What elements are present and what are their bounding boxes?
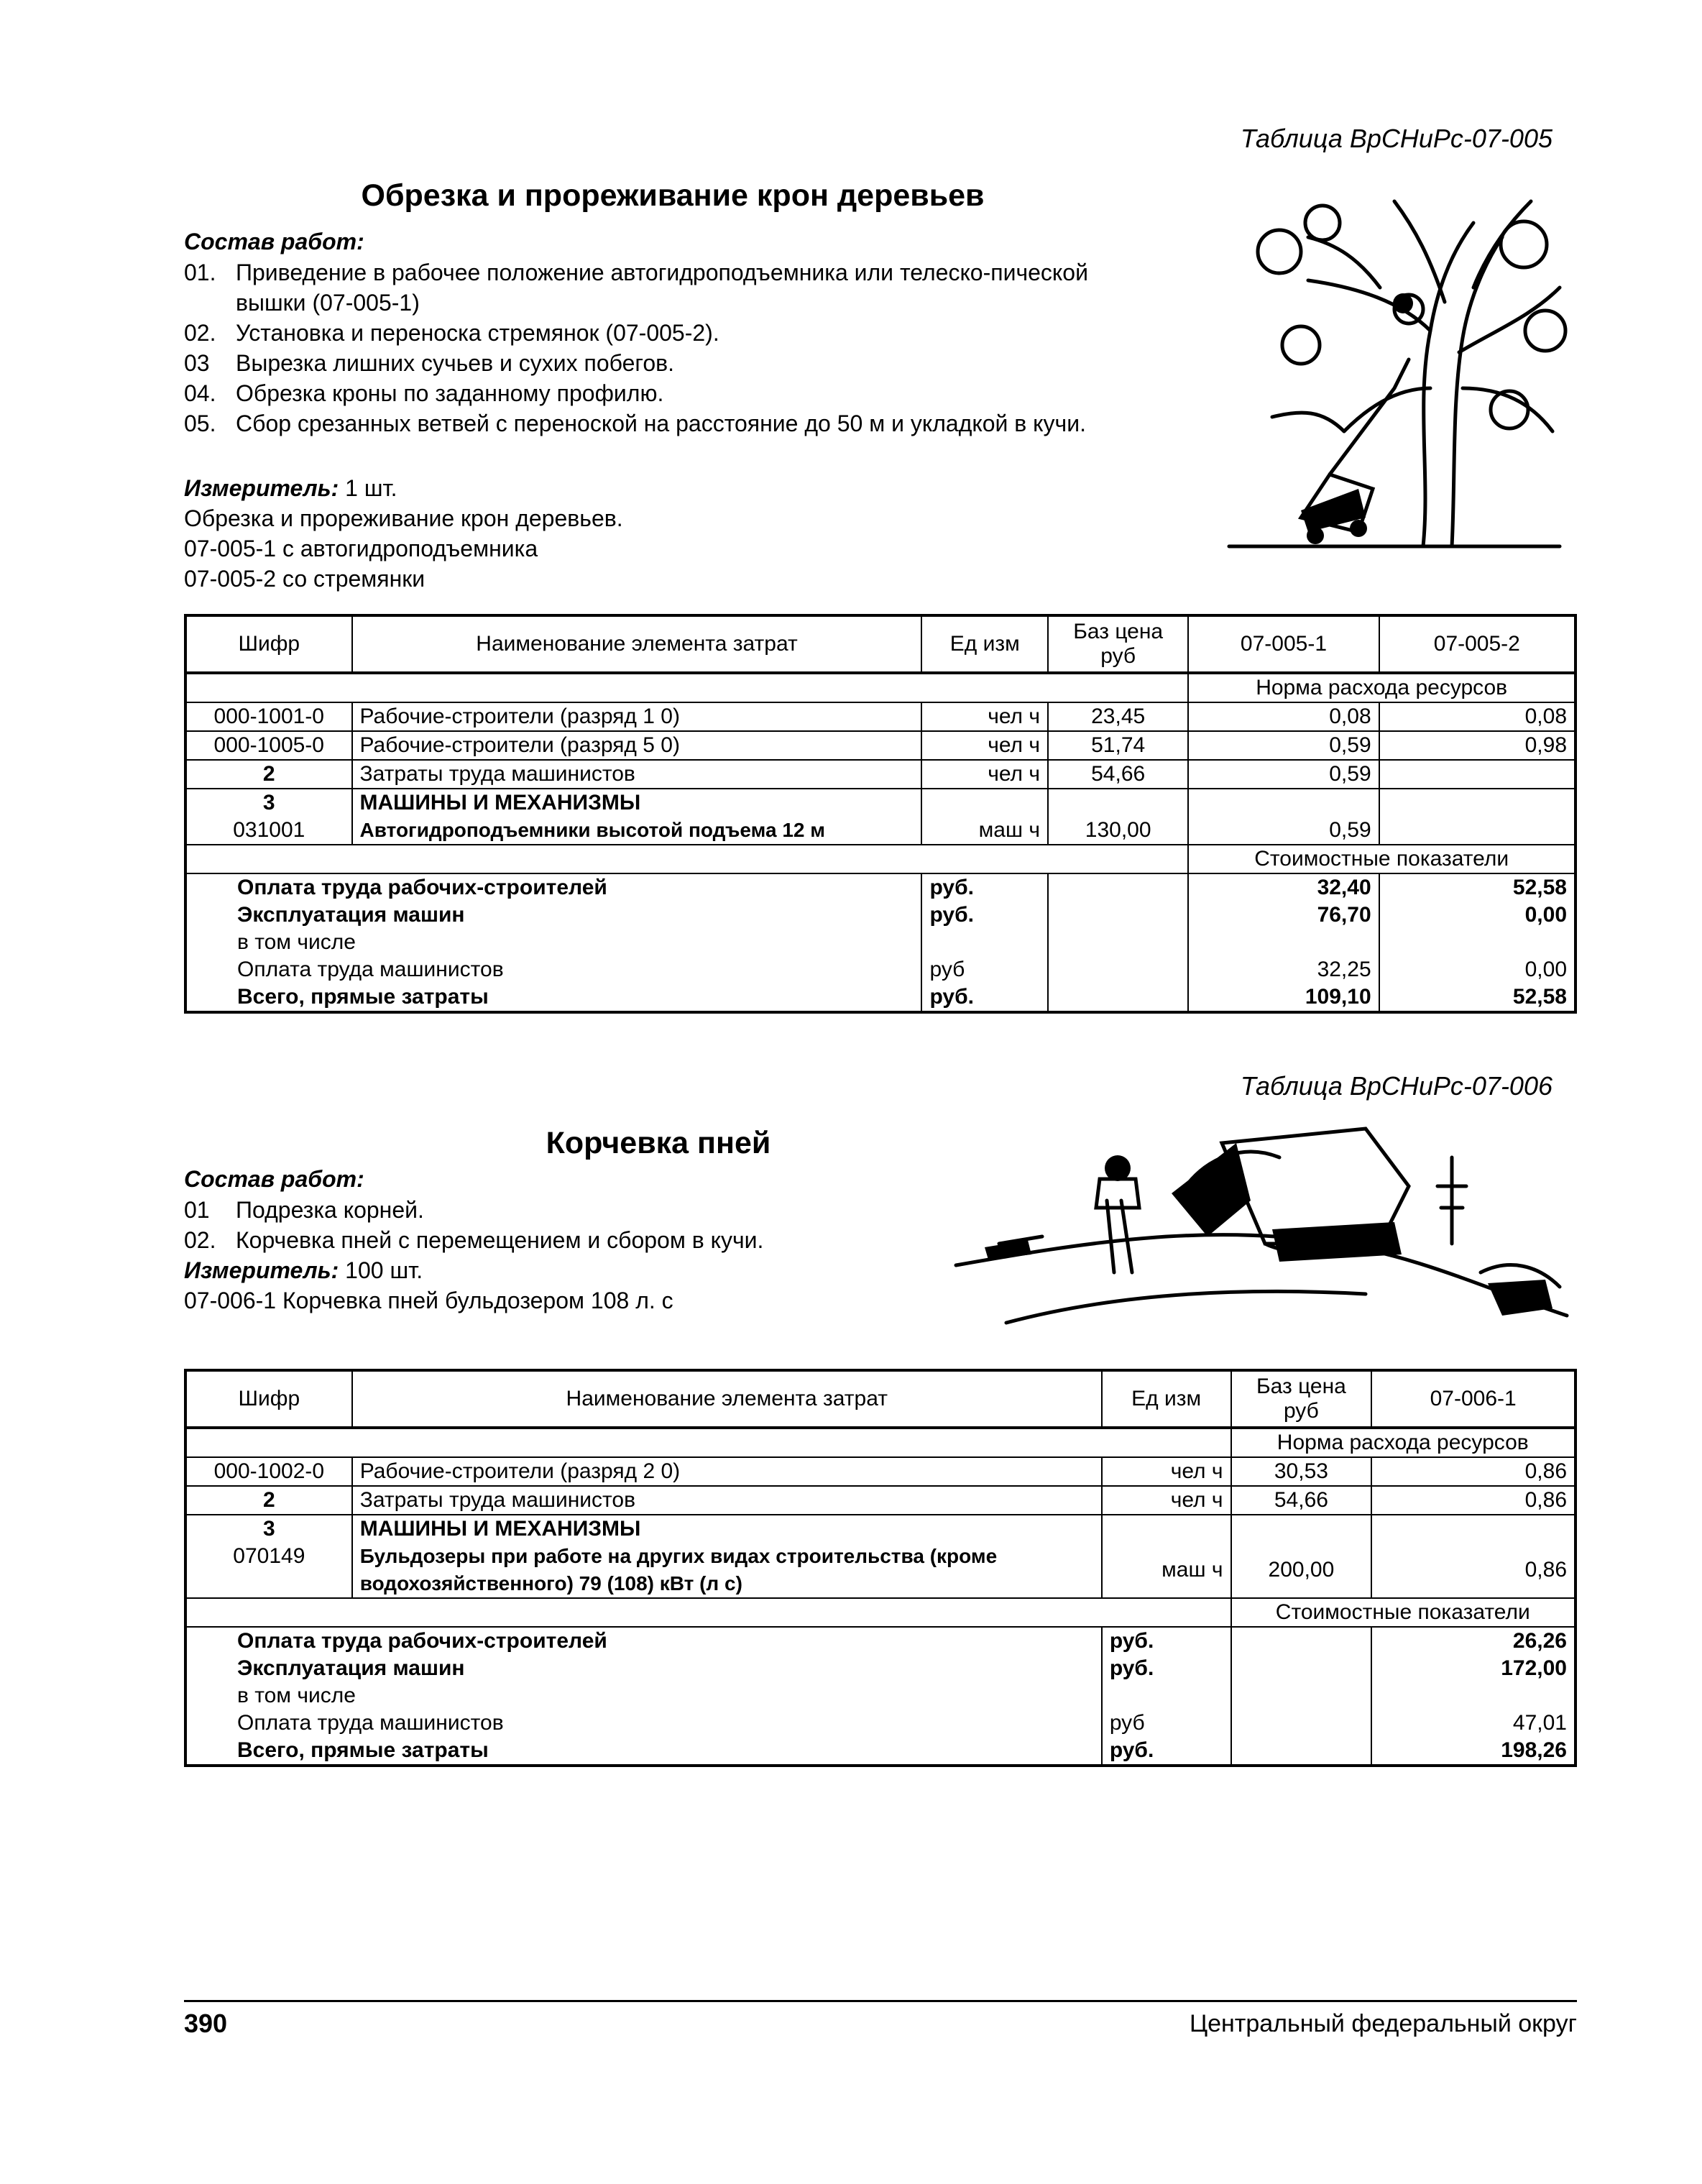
column-header: Ед изм [1102,1370,1231,1428]
list-item: 05. Сбор срезанных ветвей с переноской на расстояние до 50 м и укладкой в кучи. [184,410,1086,436]
list-item: 02. Корчевка пней с перемещением и сбором в кучи. [184,1227,764,1253]
table-row: Оплата труда рабочих-строителей руб. 26,26 [185,1627,1576,1655]
column-header: Ед изм [921,615,1048,673]
bulldozer-illustration [934,1100,1581,1344]
table-row: Всего, прямые затраты руб. 198,26 [185,1737,1576,1766]
meter-line [184,473,397,503]
column-header: 07-006-1 [1371,1370,1576,1428]
section-row [185,673,1576,702]
works-label: Состав работ: [184,229,364,254]
list-item: 03 Вырезка лишних сучьев и сухих побегов. [184,350,675,376]
table-caption: Таблица ВрСНиРс-07-005 [1240,124,1552,153]
norm-label: Норма расхода ресурсов [1188,673,1576,702]
works-list [184,1195,975,1255]
page-number: 390 [184,2009,228,2038]
section-title: Обрезка и прореживание крон деревьев [361,178,985,213]
meter-line [184,1255,423,1285]
section-row [185,1428,1576,1457]
tree-pruning-illustration [1215,173,1574,561]
table-row: 000-1005-0 Рабочие-строители (разряд 5 0) чел ч 51,74 0,59 0,98 [185,731,1576,760]
table-row: 3 МАШИНЫ И МЕХАНИЗМЫ [185,1515,1576,1543]
table-header [185,1370,1576,1428]
table-caption: Таблица ВрСНиРс-07-006 [1240,1071,1552,1101]
column-header: Шифр [185,615,352,673]
table-row: Оплата труда машинистов руб 47,01 [185,1710,1576,1737]
cost-table-07-006 [184,1369,1577,1767]
variant-line: 07-005-2 со стремянки [184,566,426,592]
works-list [184,257,1147,439]
cost-label: Стоимостные показатели [1231,1598,1576,1627]
table-row: 031001 Автогидроподъемники высотой подъема 12 м маш ч 130,00 0,59 [185,817,1576,845]
column-header: 07-005-1 [1188,615,1379,673]
table-row: Всего, прямые затраты руб. 109,10 52,58 [185,983,1576,1012]
list-item: 04. Обрезка кроны по заданному профилю. [184,380,664,406]
table-row: в том числе [185,1682,1576,1710]
column-header: Наименование элемента затрат [352,615,922,673]
section-row [185,845,1576,873]
cost-label: Стоимостные показатели [1188,845,1576,873]
meter-description: Обрезка и прореживание крон деревьев. [184,505,623,531]
norm-label: Норма расхода ресурсов [1231,1428,1576,1457]
works-label: Состав работ: [184,1166,364,1192]
table-row: 070149 Бульдозеры при работе на других видах строительства (кроме водохозяйственного) 79 (108) кВт (л с) маш ч 200,00 0,86 [185,1543,1576,1598]
column-header: Наименование элемента затрат [352,1370,1102,1428]
list-item: 01. Приведение в рабочее положение автогидроподъемника или телеско-пической вышки (07-005-1) [184,260,1088,316]
column-header: Шифр [185,1370,352,1428]
variant-line: 07-006-1 Корчевка пней бульдозером 108 л. с [184,1288,673,1313]
list-item: 02. Установка и переноска стремянок (07-005-2). [184,320,719,346]
column-header: 07-005-2 [1379,615,1576,673]
meter-label: Измеритель: [184,1257,339,1283]
table-row: Оплата труда рабочих-строителей руб. 32,40 52,58 [185,873,1576,901]
table-row: Эксплуатация машин руб. 172,00 [185,1655,1576,1682]
table-row: 2 Затраты труда машинистов чел ч 54,66 0,59 [185,760,1576,789]
column-header: Баз цена руб [1231,1370,1372,1428]
section-title: Корчевка пней [546,1126,771,1160]
list-item: 01 Подрезка корней. [184,1197,424,1223]
meter-label: Измеритель: [184,475,339,501]
table-row: 3 МАШИНЫ И МЕХАНИЗМЫ [185,789,1576,817]
meter-value: 100 шт. [339,1257,423,1283]
table-row: 000-1001-0 Рабочие-строители (разряд 1 0) чел ч 23,45 0,08 0,08 [185,702,1576,731]
table-row: Эксплуатация машин руб. 76,70 0,00 [185,901,1576,929]
cost-table-07-005 [184,614,1577,1014]
table-row: в том числе [185,929,1576,956]
table-row: 000-1002-0 Рабочие-строители (разряд 2 0) чел ч 30,53 0,86 [185,1457,1576,1486]
table-row: Оплата труда машинистов руб 32,25 0,00 [185,956,1576,983]
variant-line: 07-005-1 с автогидроподъемника [184,536,538,561]
section-row [185,1598,1576,1627]
column-header: Баз цена руб [1048,615,1188,673]
region-name: Центральный федеральный округ [1189,2010,1577,2037]
table-header [185,615,1576,673]
table-row: 2 Затраты труда машинистов чел ч 54,66 0,86 [185,1486,1576,1515]
footer-divider [184,2000,1577,2002]
meter-value: 1 шт. [339,475,397,501]
